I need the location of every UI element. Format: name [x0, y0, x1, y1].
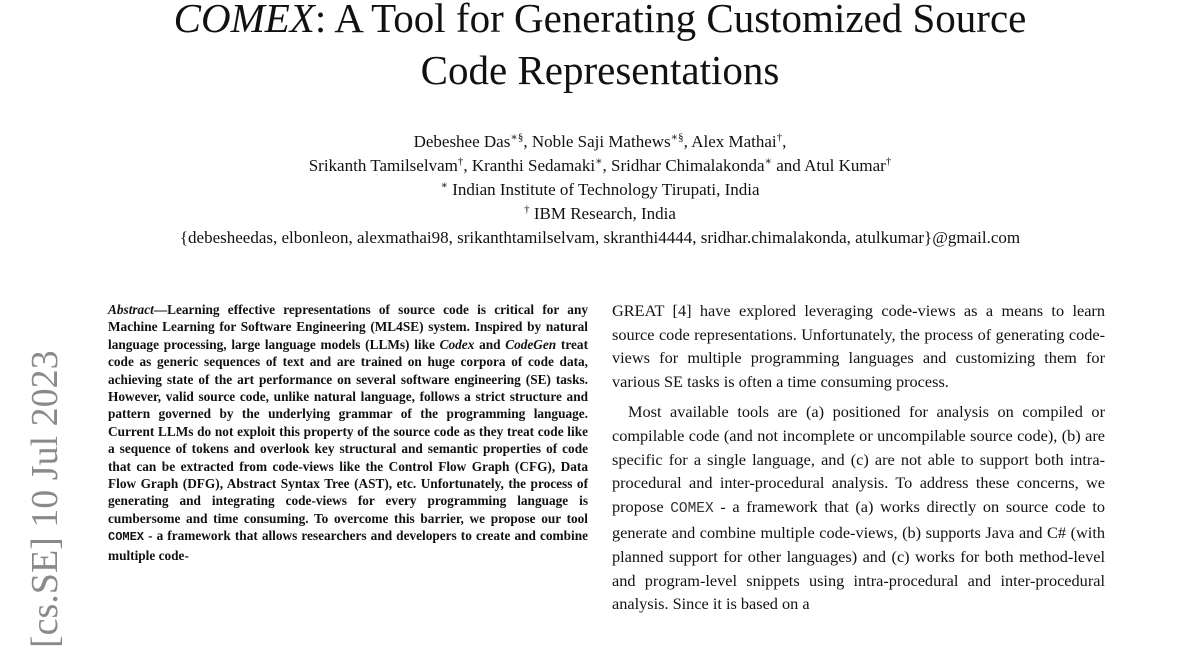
author-mark: ∗§ — [670, 131, 684, 144]
author-mark: ∗ — [595, 155, 603, 168]
affiliation-2 — [0, 202, 1200, 226]
body-tool-name: COMEX — [670, 500, 714, 517]
author-separator: , — [602, 156, 612, 175]
author-name: Srikanth Tamilselvam — [308, 156, 458, 175]
author-separator: , — [683, 132, 692, 151]
affiliation-text: IBM Research, India — [533, 204, 676, 223]
author-separator: , — [463, 156, 472, 175]
author-name: Debeshee Das — [413, 132, 511, 151]
affiliation-mark: † — [524, 203, 530, 216]
author-line-1 — [0, 130, 1200, 154]
affiliation-text: Indian Institute of Technology Tirupati, India — [452, 180, 760, 199]
author-mark: ∗§ — [510, 131, 524, 144]
author-mark: ∗ — [764, 155, 772, 168]
author-name: Noble Saji Mathews — [531, 132, 671, 151]
abstract-text-2: treat code as generic sequences of text and are trained on huge corpora of code data, achieving state of the art performance on several software engineering (SE) tasks. However, valid source code, unlike natural language, follows a strict structure and pattern governed by the underlying grammar of the programming language. Current LLMs do not exploit this property of the source code as they treat code like a sequence of tokens and overlook key structural and semantic properties of code that can be extracted from code-views like the Control Flow Graph (CFG), Data Flow Graph (DFG), Abstract Syntax Tree (AST), etc. Unfortunately, the process of generating and integrating code-views for every programming language is cumbersome and time consuming. To overcome this barrier, we propose our tool — [108, 336, 588, 526]
abstract-tool-name: COMEX — [108, 530, 145, 545]
body-text-a: Most available tools are (a) positioned for analysis on compiled or compilable code (and not incomplete or uncompilable source code), (b) are specific for a single language, and (c) are not able to support both intra-procedural and inter-procedural analysis. To address these concerns, we propose — [612, 402, 1105, 516]
author-mark: † — [776, 131, 783, 144]
affiliation-1 — [0, 178, 1200, 202]
abstract-codegen-term: CodeGen — [505, 336, 557, 352]
author-name: Alex Mathai — [691, 132, 777, 151]
title-line2: Code Representations — [420, 47, 780, 93]
title-tool-name: COMEX — [173, 0, 315, 41]
author-line-2 — [0, 154, 1200, 178]
author-mark: † — [885, 155, 892, 168]
body-paragraph-1: GREAT [4] have explored leveraging code-views as a means to learn source code representations. Unfortunately, the process of generating code-views for multiple programming languages and customizing them for various SE tasks is often a time consuming process. — [612, 301, 1105, 391]
affiliation-mark: ∗ — [440, 179, 448, 192]
body-column-right — [612, 299, 1105, 623]
abstract-dash: — — [153, 302, 168, 317]
author-emails: {debesheedas, elbonleon, alexmathai98, srikanthtamilselvam, skranthi4444, sridhar.chimalakonda, atulkumar}@gmail.com — [179, 228, 1021, 247]
author-name: Atul Kumar — [804, 156, 886, 175]
abstract-conjunction: and — [474, 336, 506, 352]
author-separator: , — [523, 132, 532, 151]
paper-title — [0, 0, 1200, 96]
body-paragraph-2 — [612, 400, 1105, 615]
body-text-b: - a framework that (a) works directly on source code to generate and combine multiple code-views, (b) supports Java and C# (with planned support for other languages) and (c) works for both method-level and program-level snippets using intra-procedural and inter-procedural analysis. Since it is based on a — [612, 496, 1105, 614]
abstract-codex-term: Codex — [439, 336, 475, 352]
author-name: Kranthi Sedamaki — [471, 156, 596, 175]
abstract-paragraph — [108, 301, 588, 564]
abstract-text-3: - a framework that allows researchers and developers to create and combine multiple code- — [108, 528, 588, 563]
author-separator: , — [782, 132, 787, 151]
title-line1-rest: : A Tool for Generating Customized Source — [314, 0, 1027, 41]
arxiv-identifier-stamp: [cs.SE] 10 Jul 2023 — [24, 350, 66, 648]
author-separator: and — [771, 156, 805, 175]
abstract-label: Abstract — [108, 302, 154, 317]
author-name: Sridhar Chimalakonda — [611, 156, 765, 175]
abstract-text-1: Learning effective representations of source code is critical for any Machine Learning for Software Engineering (ML4SE) system. Inspired by natural language processing, large language models (LLMs) like — [108, 302, 588, 352]
author-mark: † — [457, 155, 464, 168]
author-block — [0, 130, 1200, 250]
